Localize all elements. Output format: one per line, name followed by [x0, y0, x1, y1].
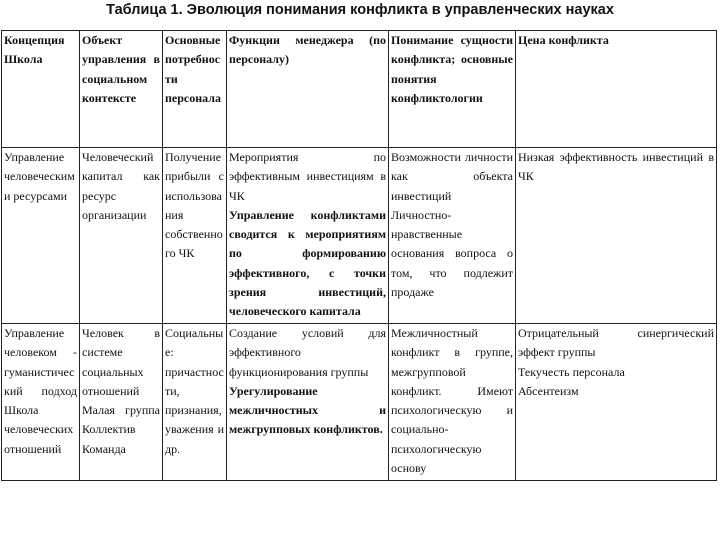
header-concept: Концепция Школа [2, 31, 80, 148]
header-row [2, 31, 717, 148]
table-title: Таблица 1. Эволюция понимания конфликта в управленческих науках [106, 2, 614, 18]
cell-understanding: Межличностный конфликт в группе, межгрупповой конфликт. Имеют психологическую и социально-психологическую основу [389, 324, 516, 481]
table-row [2, 324, 717, 481]
header-understanding: Понимание сущности конфликта; основные понятия конфликтологии [389, 31, 516, 148]
functions-bold-text: Урегулирование межличностных и межгрупповых конфликтов. [229, 383, 386, 437]
header-needs: Основные потребности персонала [163, 31, 227, 148]
functions-text: Создание условий для эффективного функционирования группы [229, 326, 386, 379]
cell-needs: Получение прибыли с использования собственного ЧК [163, 148, 227, 324]
cell-concept: Управление человеком - гуманистический подход Школа человеческих отношений [2, 324, 80, 481]
header-object: Объект управления в социальном контексте [80, 31, 163, 148]
cell-needs: Социальные: причастности, признания, уважения и др. [163, 324, 227, 481]
cell-functions [227, 148, 389, 324]
cell-price: Низкая эффективность инвестиций в ЧК [516, 148, 717, 324]
cell-price [516, 324, 717, 481]
cell-object: Человек в системе социальных отношений Малая группа Коллектив Команда [80, 324, 163, 481]
table-row [2, 148, 717, 324]
cell-object: Человеческий капитал как ресурс организации [80, 148, 163, 324]
price-line: Текучесть персонала [518, 364, 625, 379]
price-line: Отрицательный синергический эффект группы [518, 326, 714, 360]
conflict-evolution-table [1, 30, 717, 481]
functions-text: Мероприятия по эффективным инвестициям в ЧК [229, 150, 386, 203]
header-functions: Функции менеджера (по персоналу) [227, 31, 389, 148]
header-price: Цена конфликта [516, 31, 717, 148]
price-line: Абсентеизм [518, 383, 579, 398]
cell-functions [227, 324, 389, 481]
cell-understanding: Возможности личности как объекта инвестиций Личностно-нравственные основания вопроса о том, что подлежит продаже [389, 148, 516, 324]
functions-bold-text: Управление конфликтами сводится к мероприятиям по формированию эффективного, с точки зрения инвестиций, человеческого капитала [229, 207, 386, 319]
cell-concept: Управление человеческими ресурсами [2, 148, 80, 324]
